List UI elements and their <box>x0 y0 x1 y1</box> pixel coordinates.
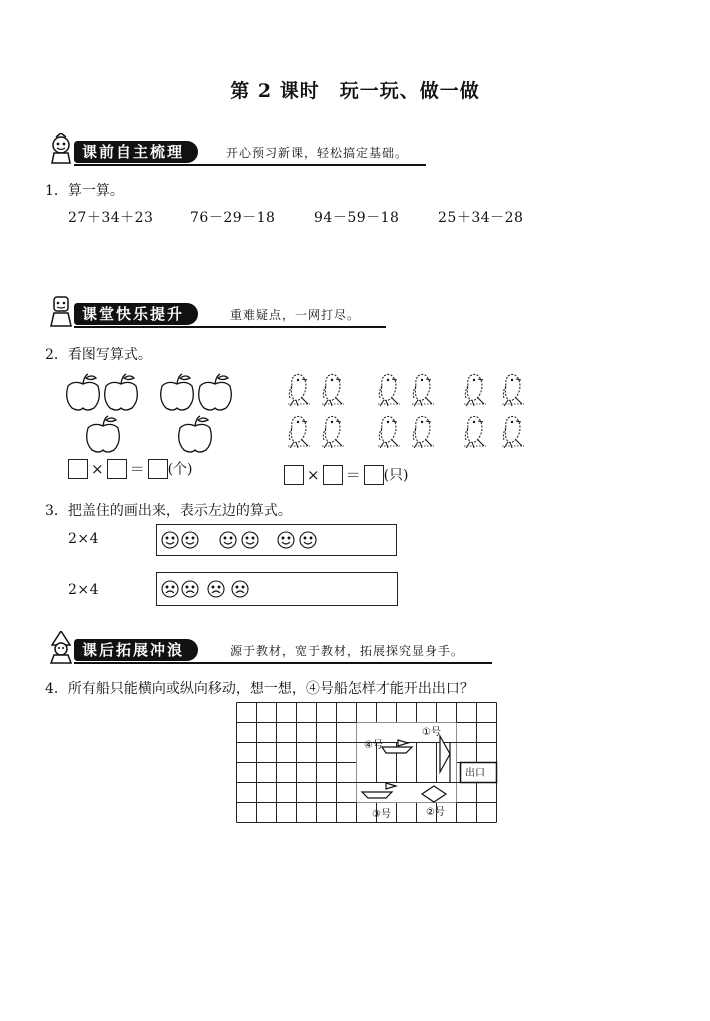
smile-faces <box>157 525 337 555</box>
bird-icon <box>464 416 486 448</box>
answer-box[interactable] <box>364 465 384 485</box>
q3-row-1-cover-edge <box>396 524 397 556</box>
answer-box[interactable] <box>107 459 127 479</box>
section-banner-after <box>46 637 492 663</box>
times-sign: × <box>91 459 104 478</box>
question-3-stem: 3．把盖住的画出来，表示左边的算式。 <box>45 503 292 519</box>
q3-row-2-frame <box>156 572 398 606</box>
sad-face-icon <box>182 581 198 597</box>
answer-box[interactable] <box>323 465 343 485</box>
sad-face-icon <box>232 581 248 597</box>
page-title: 第 2 课时 玩一玩、做一做 <box>230 80 480 102</box>
section-title: 课堂快乐提升 <box>74 303 198 325</box>
section-rule <box>74 164 426 166</box>
apple-icon <box>199 374 232 410</box>
smile-face-icon <box>220 532 236 548</box>
bird-icon <box>412 416 434 448</box>
sad-faces <box>157 573 267 603</box>
section-banner-pre <box>46 139 426 165</box>
unit-label: (个) <box>167 461 193 478</box>
apple-icon <box>105 374 138 410</box>
bird-icon <box>288 416 310 448</box>
boat-3-label: ③号 <box>372 809 391 820</box>
equals-sign: ＝ <box>345 466 361 484</box>
section-title: 课前自主梳理 <box>74 141 198 163</box>
smile-face-icon <box>278 532 294 548</box>
q1-expression-1: 27＋34＋23 <box>68 210 154 226</box>
question-4-stem: 4．所有船只能横向或纵向移动，想一想，④号船怎样才能开出出口？ <box>45 681 474 697</box>
question-2-stem: 2．看图写算式。 <box>45 347 152 363</box>
q2-apple-answer-row <box>68 458 193 479</box>
bird-icon <box>502 374 524 406</box>
q1-expression-4: 25＋34－28 <box>438 210 524 226</box>
equals-sign: ＝ <box>129 460 145 478</box>
section-slogan: 开心预习新课，轻松搞定基础。 <box>226 146 409 160</box>
section-title: 课后拓展冲浪 <box>74 639 198 661</box>
bird-icon <box>378 416 400 448</box>
q1-expression-2: 76－29－18 <box>190 210 276 226</box>
smile-face-icon <box>162 532 178 548</box>
q2-bird-answer-row <box>284 464 409 485</box>
q3-row-2-expression: 2×4 <box>68 582 100 598</box>
bird-icon <box>378 374 400 406</box>
question-1-stem: 1．算一算。 <box>45 183 124 199</box>
boat-grid-puzzle <box>236 702 500 824</box>
q3-row-1-expression: 2×4 <box>68 531 100 547</box>
apple-icon <box>179 416 212 452</box>
times-sign: × <box>307 465 320 484</box>
section-rule <box>74 662 492 664</box>
apple-icon <box>67 374 100 410</box>
bird-icon <box>322 374 344 406</box>
answer-box[interactable] <box>148 459 168 479</box>
bird-icon <box>412 374 434 406</box>
bird-icon <box>288 374 310 406</box>
section-rule <box>74 326 386 328</box>
smile-face-icon <box>300 532 316 548</box>
sad-face-icon <box>208 581 224 597</box>
bird-icon <box>322 416 344 448</box>
answer-box[interactable] <box>68 459 88 479</box>
bird-icon <box>464 374 486 406</box>
boat-2-label: ②号 <box>426 807 445 818</box>
apple-icon <box>87 416 120 452</box>
section-slogan: 源于教材，宽于教材，拓展探究显身手。 <box>230 644 465 658</box>
section-banner-class <box>46 301 386 327</box>
boat-4-label: ④号 <box>364 740 383 751</box>
apple-icon <box>161 374 194 410</box>
birds-picture <box>282 370 542 456</box>
sad-face-icon <box>162 581 178 597</box>
q3-row-1-frame <box>156 524 397 556</box>
q1-expression-3: 94－59－18 <box>314 210 400 226</box>
section-slogan: 重难疑点，一网打尽。 <box>230 308 361 322</box>
smile-face-icon <box>242 532 258 548</box>
answer-box[interactable] <box>284 465 304 485</box>
unit-label: (只) <box>383 467 409 484</box>
boat-1-label: ①号 <box>422 727 441 738</box>
exit-label: 出口 <box>465 768 485 779</box>
apples-picture <box>62 372 242 454</box>
bird-icon <box>502 416 524 448</box>
